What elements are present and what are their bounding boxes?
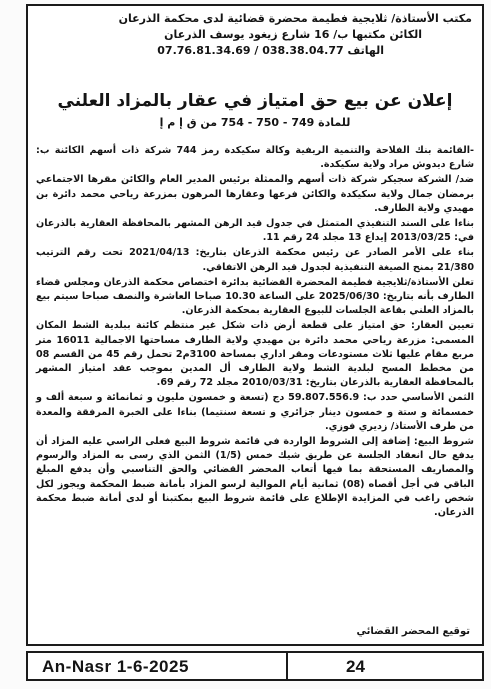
property-description-paragraph: تعيين العقار: حق امتياز على قطعة أرض ذات شكل غير منتظم كائنة ببلدية الشط المكان المسمى: مزرعة رياحي محمد دائرة بن مهيدي ولاية الطارف مساحتها الاجمالية 16011 متر مربع مقام عليها ثلاث مستودعات ومقر اداري بمساحة 3100م2 تحمل رقم 45 من القسم 08 من مخطط المسح لبلدية الشط ولاية الطارف أل المدين بموجب عقد امتياز المشهر بالمحافظة العقارية بالذرعان بتاريخ: 2010/03/31 مجلد 72 رقم 69. bbox=[36, 320, 474, 389]
auction-announcement-paragraph: تعلن الأستاذة/ثلايجية فطيمة المحضرة القضائية بدائرة اختصاص محكمة الذرعان ومجلس قضاء الطارف بأنه بتاريخ: 2025/06/30 على الساعة 10.30 صباحا العاشرة والنصف صباحا سيتم بيع بالمزاد العلني بقاعة الجلسات للبيوع العقارية بمحكمة الذرعان. bbox=[36, 276, 474, 317]
notice-title: إعلان عن بيع حق امتياز في عقار بالمزاد العلني bbox=[57, 91, 453, 111]
page-number: 24 bbox=[346, 657, 365, 676]
legal-articles: للمادة 749 - 750 - 754 من ق إ م إ bbox=[159, 116, 351, 129]
court-order-paragraph: بناء على الأمر الصادر عن رئيس محكمة الذرعان بتاريخ: 2021/04/13 تحت رقم الترتيب 21/380 بمنح الصيغة التنفيذية لجدول قيد الرهن الاتفاقي. bbox=[36, 247, 474, 273]
sale-conditions-paragraph: شروط البيع: إضافة إلى الشروط الواردة في قائمة شروط البيع فعلى الراسي عليه المزاد أن يدفع حال انعقاد الجلسة عن طريق شيك خمس (1/5) الثمن الذي رسى به المزاد والرسوم والمصاريف المستحقة بما فيها أتعاب المحضر القضائي والحق التناسبي وأن يدفع المبلغ الباقي في أجل أقصاه (08) ثمانية أيام الموالية لرسو المزاد بأمانة ضبط المحكمة ويجوز لكل شخص راغب في المزايدة الإطلاع على قائمة شروط البيع بمكتبنا أو لدى أمانة ضبط محكمة الذرعان. bbox=[36, 436, 474, 519]
notice-body bbox=[36, 144, 474, 520]
enforcement-title-paragraph: بناءا على السند التنفيذي المتمثل في جدول قيد الرهن المشهر بالمحافظة العقارية بالذرعان في: 2013/03/25 إيداع 13 مجلد 24 رقم 11. bbox=[36, 218, 474, 244]
legal-notice bbox=[26, 4, 484, 646]
office-address-line: الكائن مكتبها ب/ 16 شارع زيغود يوسف الذرعان bbox=[164, 28, 422, 41]
defendant-paragraph: ضد/ الشركة سجيكر شركة ذات أسهم والممثلة برئيس المدير العام والكائن مقرها الاجتماعي برمضان جمال ولاية سكيكدة والكائن فرعها وعقارها المرهون بمزرعة رياحي محمد دائرة بن مهيدي ولاية الطارف. bbox=[36, 174, 474, 214]
page-footer bbox=[26, 651, 484, 681]
plaintiff-paragraph: -القائمة بنك الفلاحة والتنمية الريفية وكالة سكيكدة رمز 744 شركة ذات أسهم الكائنة ب: شارع ديدوش مراد ولاية سكيكدة. bbox=[36, 145, 474, 171]
bailiff-office-line: مكتب الأستاذة/ ثلايجية فطيمة محضرة قضائية لدى محكمة الذرعان bbox=[118, 12, 472, 25]
publication-date: An-Nasr 1-6-2025 bbox=[42, 657, 189, 676]
footer-divider bbox=[286, 653, 288, 679]
phone-line: الهاتف 038.38.04.77 / 07.76.81.34.69 bbox=[157, 44, 384, 57]
bailiff-signature: توقيع المحضر القضائي bbox=[356, 626, 470, 637]
base-price-paragraph: الثمن الأساسي حدد ب: 59.807.556.9 دج (تسعة و خمسون مليون و ثمانمائة و سبعة ألف و خمسمائة و ستة و خمسون دينار جزائري و تسعة سنتيما) بناءا على الخبرة المرفقة والمعدة من طرف الأستاذ/ زديري فوزي. bbox=[36, 392, 474, 432]
